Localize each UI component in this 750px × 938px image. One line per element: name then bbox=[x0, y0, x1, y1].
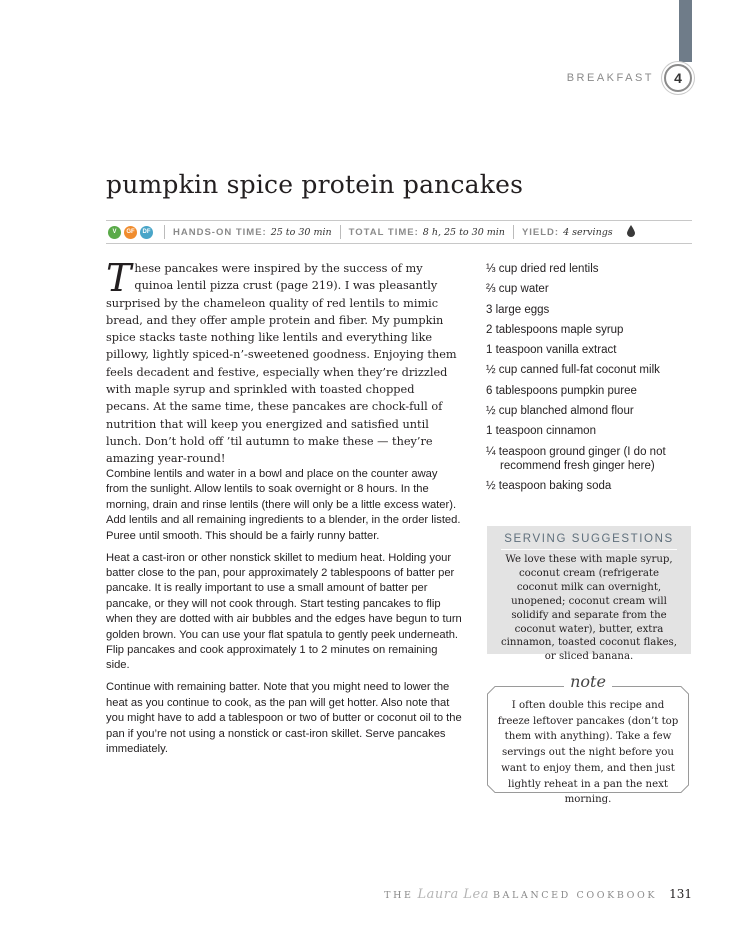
ingredient-item: 1 teaspoon vanilla extract bbox=[486, 344, 617, 357]
intro-text: hese pancakes were inspired by the success of my quinoa lentil pizza crust (page 219). I was pleasantly surprised by the chameleon quality of red lentils to mimic bread, and they offer ample protein and fiber. My pumpkin spice stacks taste nothing like lentils and everything like pillowy, lightly spiced-n’-sweetened goodness. Enjoying them feels decadent and festive, especially when they’re drizzled with maple syrup and sprinkled with toasted chopped pecans. At the same time, these pancakes are chock-full of nutrition that will keep you energized and satisfied until lunch. Don’t hold off ’til autumn to make these — they’re amazing year-round! bbox=[106, 262, 457, 466]
page-footer bbox=[384, 887, 692, 902]
ingredient-item: ⅓ cup dried red lentils bbox=[486, 263, 599, 275]
divider bbox=[164, 225, 165, 239]
ingredient-item: ¼ teaspoon ground ginger (I do not recommend fresh ginger here) bbox=[486, 445, 666, 472]
page-number: 131 bbox=[669, 887, 692, 901]
section-label: BREAKFAST bbox=[566, 72, 654, 84]
serving-suggestions-text: We love these with maple syrup, coconut cream (refrigerate coconut milk can overnight, unopened; coconut cream will solidify and separate from the coconut water), butter, extra cinnamon, toasted coconut flakes, or sliced banana. bbox=[500, 554, 678, 663]
ingredient-item: ½ cup canned full-fat coconut milk bbox=[486, 364, 660, 377]
serving-suggestions-title: SERVING SUGGESTIONS bbox=[504, 533, 674, 545]
total-time-label: TOTAL TIME: bbox=[348, 226, 419, 238]
recipe-intro bbox=[106, 256, 461, 468]
book-title-suffix: BALANCED COOKBOOK bbox=[492, 890, 658, 901]
chapter-tab-marker bbox=[679, 0, 692, 62]
ingredient-item: 3 large eggs bbox=[486, 303, 550, 316]
note-text: I often double this recipe and freeze leftover pancakes (don’t top them with anything). Take a few servings out the night before you want to enjoy them, and then just lightly reheat in a pan the next morning. bbox=[497, 700, 679, 806]
recipe-steps bbox=[106, 467, 462, 764]
ingredient-list bbox=[486, 262, 696, 499]
yield-label: YIELD: bbox=[521, 226, 560, 238]
ingredient-item: 6 tablespoons pumpkin puree bbox=[486, 384, 637, 397]
ingredient-item: ½ cup blanched almond flour bbox=[486, 405, 634, 418]
note-title bbox=[487, 672, 689, 691]
serving-suggestions-box bbox=[487, 526, 691, 663]
book-title-script: Laura Lea bbox=[417, 887, 489, 902]
ingredient-item: ½ teaspoon baking soda bbox=[486, 479, 612, 492]
dairy-free-badge-icon: DF bbox=[140, 226, 153, 239]
step-paragraph: Heat a cast-iron or other nonstick skillet to medium heat. Holding your batter close to the pan, pour approximately 2 tablespoons of batter per pancake. It is really important to use a small amount of batter per pancake, or they will not cook through. Start testing pancakes to flip when they are dotted with air bubbles and the edges have begun to turn golden brown. You can use your flat spatula to gently peek underneath. Flip pancakes and cook approximately 1 to 2 minutes on remaining side. bbox=[106, 551, 462, 672]
recipe-title: pumpkin spice protein pancakes bbox=[106, 170, 524, 199]
book-title-prefix: THE bbox=[384, 890, 414, 901]
intro-dropcap: T bbox=[106, 256, 132, 300]
ingredient-item: 2 tablespoons maple syrup bbox=[486, 323, 624, 336]
note-title-text: note bbox=[564, 672, 612, 691]
divider bbox=[513, 225, 514, 239]
gluten-free-badge-icon: GF bbox=[124, 226, 137, 239]
hands-on-time-value: 25 to 30 min bbox=[270, 226, 332, 238]
total-time-value: 8 h, 25 to 30 min bbox=[422, 226, 505, 238]
divider bbox=[501, 549, 677, 550]
yield-value: 4 servings bbox=[563, 226, 613, 238]
drop-icon bbox=[627, 225, 635, 240]
page-header bbox=[567, 64, 692, 92]
ingredient-item: 1 teaspoon cinnamon bbox=[486, 425, 596, 438]
vegan-badge-icon: V bbox=[108, 226, 121, 239]
recipe-meta-bar bbox=[106, 220, 692, 244]
chapter-number: 4 bbox=[664, 64, 692, 92]
divider bbox=[340, 225, 341, 239]
ingredient-item: ⅔ cup water bbox=[486, 283, 549, 296]
hands-on-time-label: HANDS-ON TIME: bbox=[173, 226, 267, 238]
step-paragraph: Combine lentils and water in a bowl and place on the counter away from the sunlight. Allow lentils to soak overnight or 8 hours. In the morning, drain and rinse lentils (there will only be a little excess water). Add lentils and all remaining ingredients to a blender, in the order listed. Puree until smooth. This should be a fairly runny batter. bbox=[106, 468, 461, 542]
note-box bbox=[487, 672, 689, 806]
step-paragraph: Continue with remaining batter. Note that you might need to lower the heat as you continue to cook, as the pan will get hotter. Also note that you might have to add a tablespoon or two of butter or coconut oil to the pan if you’re not using a nonstick or cast-iron skillet. Serve pancakes immediately. bbox=[106, 681, 462, 755]
